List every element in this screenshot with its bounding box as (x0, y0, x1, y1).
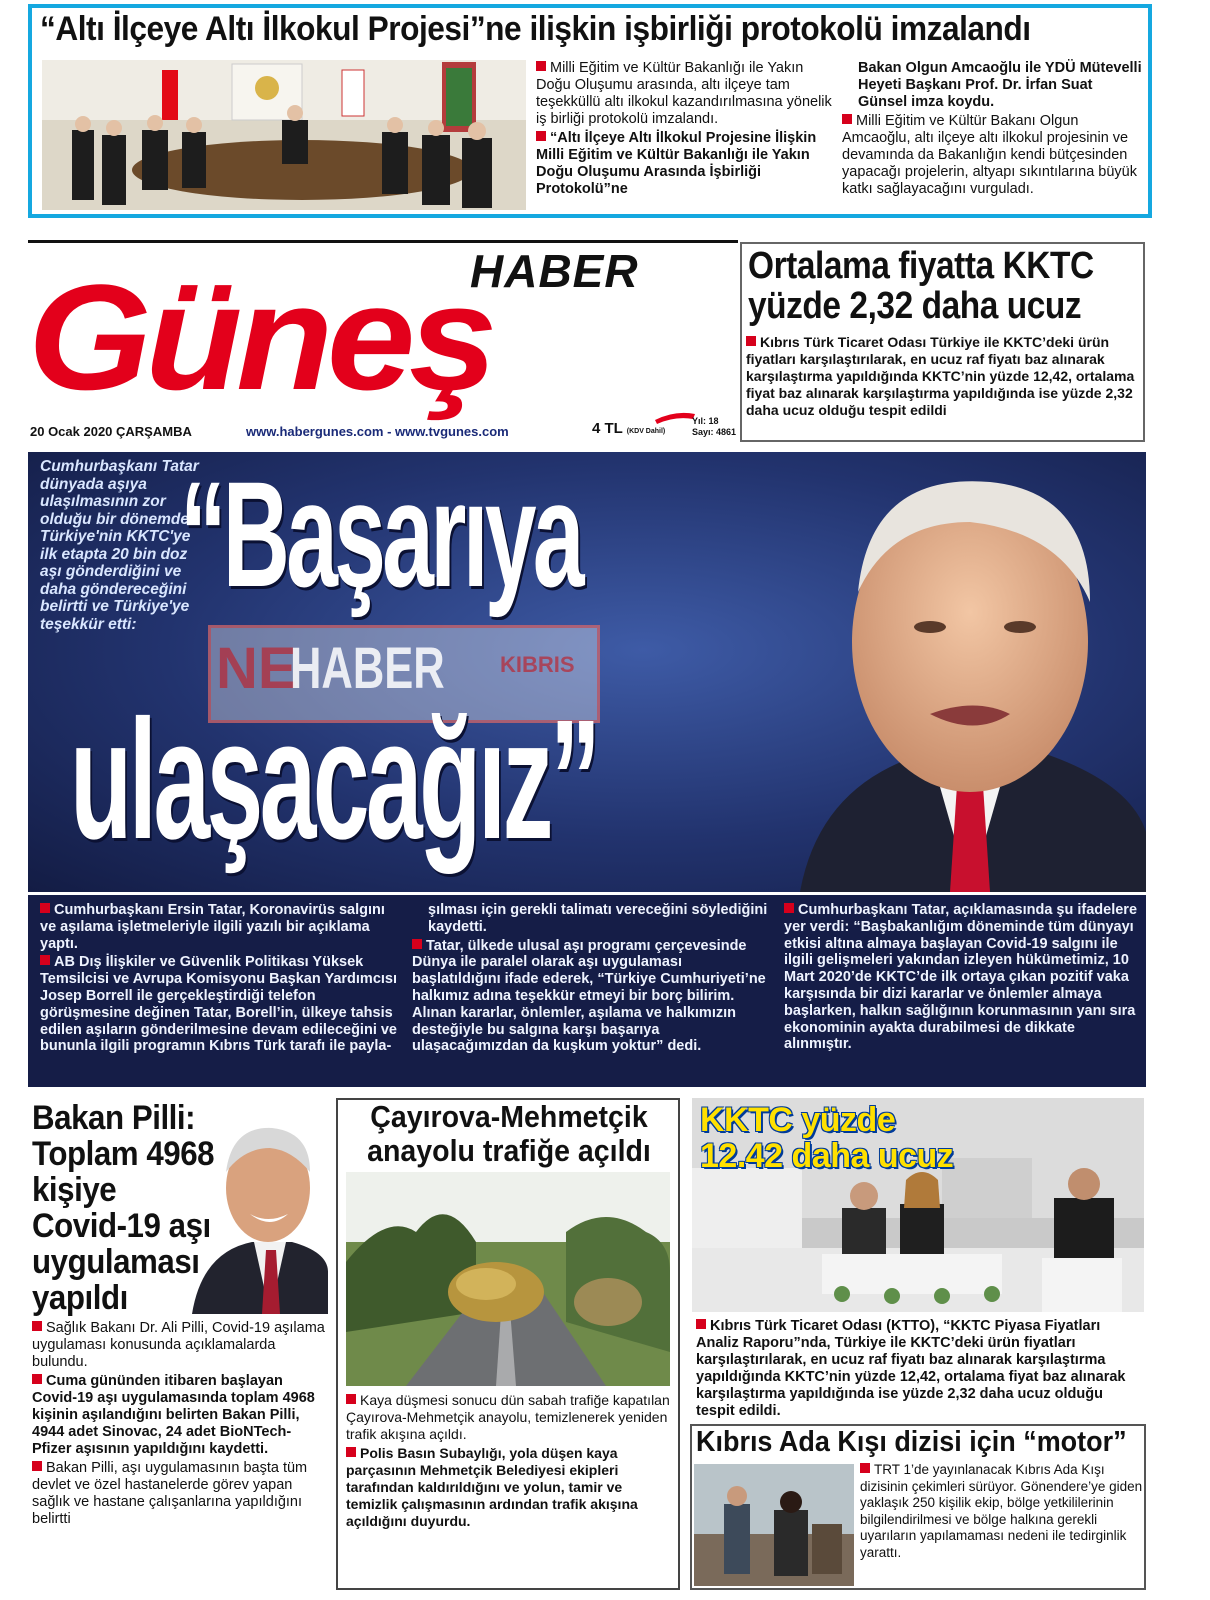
kibris-body: TRT 1’de yayınlanacak Kıbrıs Ada Kışı dizisinin çekimleri sürüyor. Gönendere’ye giden yaklaşık 250 kişilik ekip, bölge yetkililerinin bilgilendirilmesi ve bölge halkına gerekli uyarıların yapılamaması nedeni ile tedirginlik yarattı. (860, 1462, 1143, 1560)
masthead-logo: Güneş (28, 253, 491, 421)
tatar-portrait (760, 452, 1146, 892)
pilli-title: Bakan Pilli: Toplam 4968 kişiye Covid-19 aşı uygulaması yapıldı (32, 1099, 215, 1317)
headline-col3 (784, 902, 1138, 1055)
bullet-square-icon (536, 61, 546, 71)
bullet-square-icon (746, 336, 756, 346)
issue-number: Yıl: 18 Sayı: 4861 (692, 416, 737, 437)
rockfall-road-image (346, 1172, 670, 1386)
pilli-body (32, 1320, 330, 1530)
top-story-item: “Altı İlçeye Altı İlkokul Projesine İlişkin Milli Eğitim ve Kültür Bakanlığı ile Yakın Doğu Oluşumu Arasında İşbirliği Protokolü”ne (536, 130, 817, 197)
pilli-item: Sağlık Bakanı Dr. Ali Pilli, Covid-19 aşılama uygulaması konusunda açıklamalarda bulundu. (32, 1320, 325, 1370)
price-story-title: Ortalama fiyatta KKTC yüzde 2,32 daha ucuz (748, 245, 1094, 327)
issue-price: 4 TL (KDV Dahil) (592, 420, 666, 437)
bullet-square-icon (32, 1374, 42, 1384)
headline-item: şılması için gerekli talimatı vereceğini söylediğini kaydetti. (428, 902, 768, 935)
price-story-text: Kıbrıs Türk Ticaret Odası Türkiye ile KKTC’deki ürün fiyatları karşılaştırılarak, en ucuz raf fiyatı baz alınarak karşılaştırma yapıldığında KKTC’nin yüzde 12,42, ortalama fiyat baz alınarak karşılaştırma yapıldığında ise yüzde 2,32 daha ucuz olduğu tespit edildi (746, 334, 1135, 418)
pilli-item: Cuma gününden itibaren başlayan Covid-19 aşı uygulamasında toplam 4968 kişinin aşılandığını belirten Bakan Pilli, 4944 adet Sinovac, 24 adet BioNTech-Pfizer aşısının yapıldığını kaydetti. (32, 1373, 315, 1457)
cayirova-body (346, 1392, 672, 1532)
bullet-square-icon (860, 1463, 870, 1473)
bullet-square-icon (40, 903, 50, 913)
headline-item: Tatar, ülkede ulusal aşı programı çerçevesinde Dünya ile paralel olarak aşı uygulaması başlatıldığını ifade ederek, “Türkiye Cumhuriyeti’ne halkımız adına teşekkür etmeyi bir borç bilirim. Alınan kararlar, önlemler, aşılama ve halkımızın desteğiyle bu salgına karşı başarıya ulaşacağımızdan da kuşkum yoktur” dedi. (412, 937, 766, 1055)
bullet-square-icon (32, 1321, 42, 1331)
price-note: (KDV Dahil) (626, 428, 666, 435)
bullet-square-icon (412, 939, 422, 949)
headline-col2 (412, 902, 774, 1057)
bullet-square-icon (842, 114, 852, 124)
cayirova-item: Polis Basın Subaylığı, yola düşen kaya parçasının Mehmetçik Belediyesi ekipleri tarafından kaldırıldığını ve yolun, tamir ve temizlik çalışmasının ardından trafik akışına açıldığını duyurdu. (346, 1445, 638, 1529)
headline-col1 (40, 902, 402, 1057)
top-story-col1 (536, 60, 832, 200)
top-story-photo (42, 60, 526, 210)
headline-line1: “Başarıya (180, 450, 581, 618)
website-links[interactable]: www.habergunes.com - www.tvgunes.com (246, 424, 509, 439)
bullet-square-icon (536, 131, 546, 141)
cayirova-photo (346, 1172, 670, 1386)
pilli-item: Bakan Pilli, aşı uygulamasının başta tüm devlet ve özel hastanelerde görev yapan sağlık ve hastane çalışanlarına yapıldığını belirtti (32, 1460, 308, 1527)
bullet-square-icon (346, 1394, 356, 1404)
top-story-col2 (842, 60, 1142, 200)
kktc-body: Kıbrıs Türk Ticaret Odası (KTTO), “KKTC Piyasa Fiyatları Analiz Raporu”nda, Türkiye ile KKTC’deki ürün fiyatları karşılaştırılarak, en ucuz raf fiyatı baz alınarak karşılaştırma yapıldığında KKTC’nin yüzde 12,42, ortalama fiyat baz alınarak karşılaştırma yapıldığında ise yüzde 2,32 daha ucuz olduğu tespit edildi. (696, 1318, 1126, 1419)
headline-item: Cumhurbaşkanı Ersin Tatar, Koronavirüs salgını ve aşılama işletmeleriyle ilgili yazılı bir açıklama yaptı. (40, 902, 385, 952)
kibris-photo (694, 1464, 854, 1586)
headline-line2: ulaşacağız” (70, 685, 598, 875)
top-story-item: Milli Eğitim ve Kültür Bakanlığı ile Yakın Doğu Oluşumu arasında, altı ilçeye tam teşekküllü altı ilkokul kazandırılmasına yönelik iş birliği protokolü imzalandı. (536, 60, 832, 127)
kibris-title: Kıbrıs Ada Kışı dizisi için “motor” (696, 1426, 1127, 1458)
bullet-square-icon (32, 1461, 42, 1471)
bullet-square-icon (346, 1447, 356, 1457)
headline-item: AB Dış İlişkiler ve Güvenlik Politikası Yüksek Temsilcisi ve Avrupa Komisyonu Başkan Yardımcısı Josep Borrell ile gerçekleştirdiği telefon görüşmesine değinen Tatar, Borell’in, ülkeye tahsis edilen aşıların gönderilmesine devam edileceğini ve bununla ilgili programın Kıbrıs Türk tarafı ile payla- (40, 954, 398, 1055)
meeting-room-image (42, 60, 526, 210)
watermark-ne: NE (216, 636, 297, 701)
watermark-kibris: KIBRIS (500, 652, 575, 677)
bullet-square-icon (40, 955, 50, 965)
issue-date: 20 Ocak 2020 ÇARŞAMBA (30, 424, 192, 439)
cayirova-title: Çayırova-Mehmetçik anayolu trafiğe açıldı (367, 1099, 651, 1168)
masthead-rule (28, 240, 738, 243)
bullet-square-icon (784, 903, 794, 913)
masthead-haber: HABER (470, 245, 639, 297)
top-story-item: Milli Eğitim ve Kültür Bakanı Olgun Amcaoğlu, altı ilçeye altı ilkokul projesinin ve devamında da Bakanlığın kendi bütçesinden yapacağı projelerin, altyapı sıkıntılarına büyük katkı sağlayacağını vurguladı. (842, 113, 1137, 197)
headline-item: Cumhurbaşkanı Tatar, açıklamasında şu ifadelere yer verdi: “Başbakanlığım döneminde tüm dünyayı etkisi altına almaya başlayan Covid-19 salgını ile ilgili gelişmeleri yakından izleyen hükümetimiz, 10 Mart 2020’de KKTC’de ilk ortaya çıkan pozitif vaka karşısında bir dizi kararlar ve önlemler almaya başlarken, halkın sağlığının korunmasının yanı sıra ekonominin ayakta durabilmesi de dikkate alınmıştır. (784, 902, 1138, 1053)
film-set-image (694, 1464, 854, 1586)
top-story-title: “Altı İlçeye Altı İlkokul Projesi”ne ilişkin işbirliği protokolü imzalandı (40, 10, 1031, 48)
kktc-title: KKTC yüzde 12.42 daha ucuz (700, 1101, 954, 1175)
watermark-haber: HABER (290, 636, 445, 701)
cayirova-item: Kaya düşmesi sonucu dün sabah trafiğe kapatılan Çayırova-Mehmetçik anayolu, temizlenerek yeniden trafik akışına açıldı. (346, 1392, 670, 1442)
headline-intro: Cumhurbaşkanı Tatar dünyada aşıya ulaşılmasının zor olduğu bir dönemde Türkiye'nin KKTC'ye ilk etapta 20 bin doz aşı gönderdiğini ve daha göndereceğini belirtti ve Türkiye'ye teşekkür etti: (40, 458, 199, 633)
bullet-square-icon (696, 1319, 706, 1329)
top-story-item: Bakan Olgun Amcaoğlu ile YDÜ Mütevelli Heyeti Başkanı Prof. Dr. İrfan Suat Günsel imza koydu. (858, 60, 1142, 110)
portrait-image (760, 452, 1146, 892)
